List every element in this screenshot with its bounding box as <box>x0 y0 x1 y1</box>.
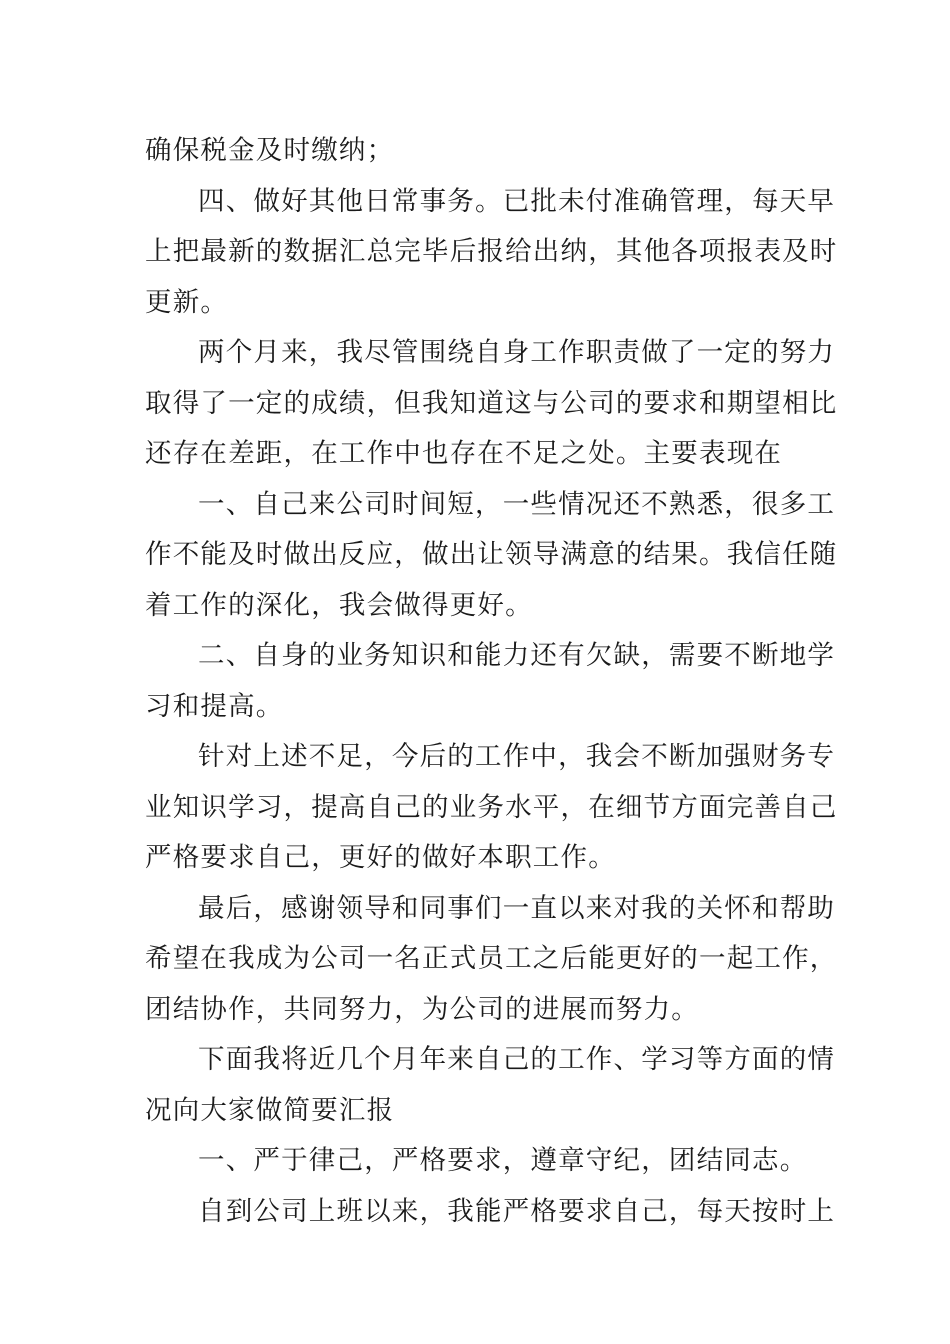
text-line: 二、自身的业务知识和能力还有欠缺，需要不断地学 <box>198 640 836 671</box>
text-line: 下面我将近几个月年来自己的工作、学习等方面的情 <box>198 1044 836 1075</box>
text-line: 针对上述不足，今后的工作中，我会不断加强财务专 <box>198 741 836 772</box>
text-line: 一、严于律己，严格要求，遵章守纪，团结同志。 <box>198 1145 808 1176</box>
text-line: 况向大家做简要汇报 <box>145 1094 395 1126</box>
text-line: 更新。 <box>145 286 229 318</box>
text-line: 严格要求自己，更好的做好本职工作。 <box>145 842 616 873</box>
text-line: 上把最新的数据汇总完毕后报给出纳，其他各项报表及时 <box>145 236 838 267</box>
text-line: 确保税金及时缴纳； <box>145 135 395 166</box>
text-line: 还存在差距，在工作中也存在不足之处。主要表现在 <box>145 438 783 469</box>
text-line: 业知识学习，提高自己的业务水平，在细节方面完善自己 <box>145 791 838 823</box>
document-body <box>145 126 838 1237</box>
text-line: 一、自己来公司时间短，一些情况还不熟悉，很多工 <box>198 488 836 520</box>
text-line: 希望在我成为公司一名正式员工之后能更好的一起工作， <box>145 943 838 974</box>
text-line: 两个月来，我尽管围绕自身工作职责做了一定的努力 <box>198 337 836 368</box>
text-line: 团结协作，共同努力，为公司的进展而努力。 <box>145 993 699 1025</box>
text-line: 习和提高。 <box>145 690 284 722</box>
text-line: 自到公司上班以来，我能严格要求自己，每天按时上 <box>198 1195 836 1227</box>
text-line: 四、做好其他日常事务。已批未付准确管理，每天早 <box>198 185 836 217</box>
text-line: 取得了一定的成绩，但我知道这与公司的要求和期望相比 <box>145 387 838 419</box>
text-line: 最后，感谢领导和同事们一直以来对我的关怀和帮助 <box>198 892 836 924</box>
text-line: 着工作的深化，我会做得更好。 <box>145 589 533 621</box>
text-line: 作不能及时做出反应，做出让领导满意的结果。我信任随 <box>145 539 838 570</box>
